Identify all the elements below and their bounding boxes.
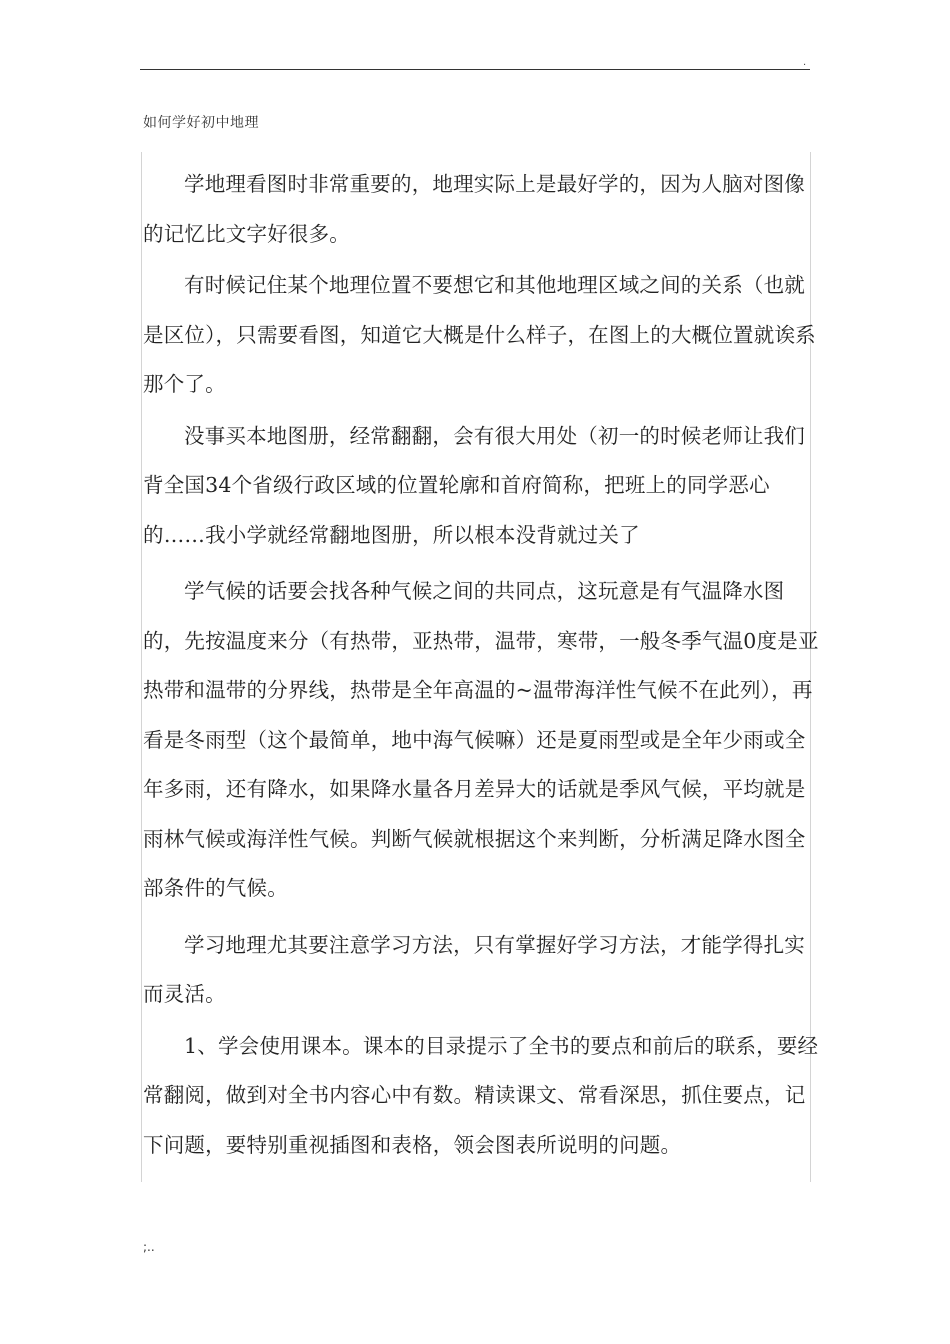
footer-mark: ;.. bbox=[143, 1240, 155, 1254]
paragraph-map-reading: 学地理看图时非常重要的，地理实际上是最好学的，因为人脑对图像的记忆比文字好很多。 bbox=[143, 172, 805, 246]
paragraph-location: 有时候记住某个地理位置不要想它和其他地理区域之间的关系（也就是区位），只需要看图，知道它大概是什么样子，在图上的大概位置就诶系那个了。 bbox=[143, 273, 816, 396]
paragraph-textbook-usage: 1、学会使用课本。课本的目录提示了全书的要点和前后的联系，要经常翻阅，做到对全书内容心中有数。精读课文、常看深思，抓住要点，记下问题，要特别重视插图和表格，领会图表所说明的问题。 bbox=[143, 1033, 819, 1157]
paragraph-study-method: 学习地理尤其要注意学习方法，只有掌握好学习方法，才能学得扎实而灵活。 bbox=[143, 932, 805, 1006]
header-rule bbox=[140, 69, 810, 70]
header-dot: . bbox=[803, 57, 807, 68]
document-body bbox=[143, 160, 821, 1170]
left-margin-line bbox=[141, 152, 142, 1182]
paragraph-climate: 学气候的话要会找各种气候之间的共同点，这玩意是有气温降水图的，先按温度来分（有热带，亚热带，温带，寒带，一般冬季气温0度是亚热带和温带的分界线，热带是全年高温的~温带海洋性气候不在此列），再看是冬雨型（这个最简单，地中海气候嘛）还是夏雨型或是全年少雨或全年多雨，还有降水，如果降水量各月差异大的话就是季风气候，平均就是雨林气候或海洋性气候。判断气候就根据这个来判断，分析满足降水图全部条件的气候。 bbox=[143, 579, 819, 900]
paragraph-atlas: 没事买本地图册，经常翻翻，会有很大用处（初一的时候老师让我们背全国34个省级行政区域的位置轮廓和首府简称，把班上的同学恶心的……我小学就经常翻地图册，所以根本没背就过关了 bbox=[143, 423, 805, 547]
document-title: 如何学好初中地理 bbox=[143, 115, 259, 131]
